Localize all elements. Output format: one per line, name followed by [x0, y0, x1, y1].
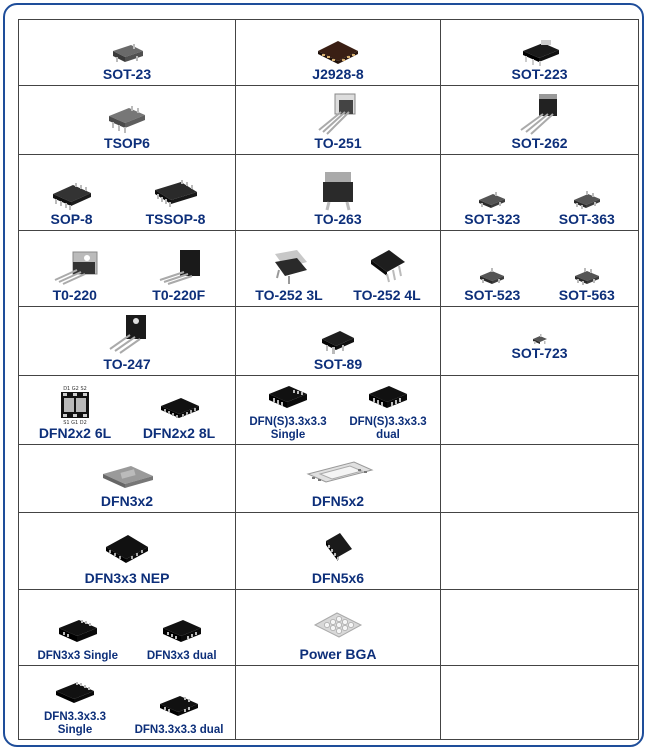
pin-label-bottom: S1 G1 D2	[63, 420, 87, 426]
package-item	[146, 178, 206, 227]
to251-chip-image	[313, 92, 363, 136]
package-item	[314, 168, 361, 227]
package-item	[299, 607, 376, 662]
pin-label-top: D1 G2 S2	[63, 386, 87, 392]
package-label: DFN3x3 dual	[146, 649, 217, 662]
package-table	[18, 19, 639, 740]
dfn3x3-dual-chip-image	[159, 614, 205, 650]
table-row	[19, 666, 639, 740]
package-item	[511, 92, 567, 151]
package-cell	[19, 307, 236, 376]
package-cell	[19, 590, 236, 666]
package-cell	[19, 666, 236, 740]
package-cell	[236, 20, 441, 86]
j2928-chip-image	[314, 37, 362, 67]
to252-4l-chip-image	[365, 248, 409, 288]
package-label: J2928-8	[312, 66, 364, 82]
table-row	[19, 445, 639, 513]
dfn-s-3x3-dual-chip-image	[365, 382, 411, 416]
package-item	[511, 332, 567, 361]
sot323-chip-image	[475, 188, 509, 212]
package-label: DFN5x6	[311, 570, 365, 586]
package-label: SOT-262	[511, 135, 568, 151]
package-label: DFN(S)3.3x3.3 dual	[349, 416, 427, 441]
package-cell	[19, 513, 236, 590]
package-item	[134, 690, 224, 737]
package-label: TO-252 3L	[255, 287, 323, 303]
sot223-chip-image	[517, 37, 563, 67]
package-label: SOP-8	[50, 211, 93, 227]
package-cell	[236, 445, 441, 513]
package-cell	[236, 86, 441, 155]
package-item	[152, 248, 205, 303]
package-label: SOT-563	[558, 287, 615, 303]
package-cell	[236, 307, 441, 376]
package-label: T0-220	[52, 287, 97, 303]
package-label: TO-263	[314, 211, 362, 227]
package-label: DFN(S)3.3x3.3 Single	[249, 416, 327, 441]
package-item	[559, 188, 615, 227]
to263-chip-image	[315, 168, 361, 212]
package-label: DFN3x2	[100, 493, 154, 509]
package-item	[85, 529, 170, 586]
package-item	[312, 37, 363, 82]
package-cell-empty	[441, 376, 639, 445]
dfn2x2-8l-chip-image	[155, 392, 203, 426]
package-cell	[236, 513, 441, 590]
package-label: SOT-23	[102, 66, 152, 82]
package-cell	[236, 231, 441, 307]
package-cell	[441, 20, 639, 86]
dfn5x2-chip-image	[298, 460, 378, 494]
package-cell	[236, 590, 441, 666]
package-item	[338, 382, 438, 441]
package-label: DFN3.3x3.3 Single	[43, 711, 106, 736]
package-item	[103, 39, 151, 82]
package-item	[97, 462, 157, 509]
package-label: TO-247	[103, 356, 151, 372]
package-item	[49, 178, 95, 227]
to220f-chip-image	[154, 248, 204, 288]
dfn3p3-single-chip-image	[52, 677, 98, 711]
table-row	[19, 307, 639, 376]
package-item	[464, 264, 520, 303]
dfn3x3-single-chip-image	[55, 614, 101, 650]
package-item	[143, 392, 215, 441]
package-label: DFN3x3 NEP	[84, 570, 170, 586]
package-cell	[441, 231, 639, 307]
package-label: DFN3.3x3.3 dual	[134, 723, 224, 736]
tssop8-chip-image	[151, 178, 201, 212]
dfn3p3-dual-chip-image	[156, 690, 202, 724]
package-cell	[236, 155, 441, 231]
package-label: DFN5x2	[311, 493, 365, 509]
package-cell	[19, 231, 236, 307]
package-item	[559, 264, 615, 303]
tsop6-chip-image	[105, 102, 149, 136]
package-cell-empty	[441, 590, 639, 666]
package-label: TO-251	[314, 135, 362, 151]
package-cell-empty	[441, 666, 639, 740]
package-item	[464, 188, 520, 227]
table-row	[19, 590, 639, 666]
sot23-chip-image	[107, 39, 147, 67]
package-cell-empty	[441, 513, 639, 590]
table-row	[19, 513, 639, 590]
package-label: SOT-223	[511, 66, 568, 82]
sot262-chip-image	[515, 92, 565, 136]
package-item	[104, 102, 150, 151]
sop8-chip-image	[49, 178, 95, 212]
dfn5x6-chip-image	[318, 529, 358, 571]
package-label: DFN2x2 8L	[142, 425, 216, 441]
package-label: Power BGA	[299, 646, 377, 662]
package-label: TSSOP-8	[145, 211, 206, 227]
package-cell	[19, 155, 236, 231]
package-item	[39, 384, 111, 441]
package-item	[312, 529, 364, 586]
power-bga-chip-image	[311, 607, 365, 647]
package-cell	[441, 155, 639, 231]
package-cell	[19, 86, 236, 155]
package-cell-empty	[441, 445, 639, 513]
package-cell	[441, 307, 639, 376]
package-label: DFN3x3 Single	[37, 649, 118, 662]
sot523-chip-image	[476, 264, 508, 288]
package-label: TSOP6	[104, 135, 150, 151]
dfn-s-3x3-single-chip-image	[265, 382, 311, 416]
sot363-chip-image	[570, 188, 604, 212]
sot89-chip-image	[318, 325, 358, 357]
package-label: TO-252 4L	[353, 287, 421, 303]
package-item	[238, 382, 338, 441]
package-item	[255, 248, 322, 303]
package-item	[30, 677, 120, 736]
package-item	[511, 37, 567, 82]
sot723-chip-image	[530, 332, 550, 346]
package-label: SOT-363	[558, 211, 615, 227]
package-label: DFN2x2 6L	[38, 425, 112, 441]
package-item	[37, 614, 118, 663]
table-row	[19, 20, 639, 86]
package-cell	[236, 376, 441, 445]
package-label: SOT-523	[464, 287, 521, 303]
sot563-chip-image	[571, 264, 603, 288]
package-label: SOT-723	[511, 345, 568, 361]
package-cell-empty	[236, 666, 441, 740]
package-label: SOT-323	[464, 211, 521, 227]
package-cell	[19, 445, 236, 513]
package-label: SOT-89	[313, 356, 363, 372]
dfn3x3-nep-chip-image	[100, 529, 154, 571]
package-label: T0-220F	[152, 287, 206, 303]
dfn3x2-chip-image	[97, 462, 157, 494]
package-item	[353, 248, 420, 303]
to247-chip-image	[104, 313, 150, 357]
table-row	[19, 86, 639, 155]
package-item	[49, 248, 101, 303]
package-item	[147, 614, 217, 663]
table-row	[19, 155, 639, 231]
to252-3l-chip-image	[267, 248, 311, 288]
package-cell	[19, 376, 236, 445]
table-row	[19, 231, 639, 307]
package-item	[298, 460, 378, 509]
package-item	[313, 92, 363, 151]
table-row	[19, 376, 639, 445]
package-cell	[441, 86, 639, 155]
package-item	[103, 313, 150, 372]
to220-chip-image	[49, 248, 101, 288]
package-cell	[19, 20, 236, 86]
package-item	[314, 325, 362, 372]
dfn2x2-6l-chip-image	[55, 384, 95, 426]
